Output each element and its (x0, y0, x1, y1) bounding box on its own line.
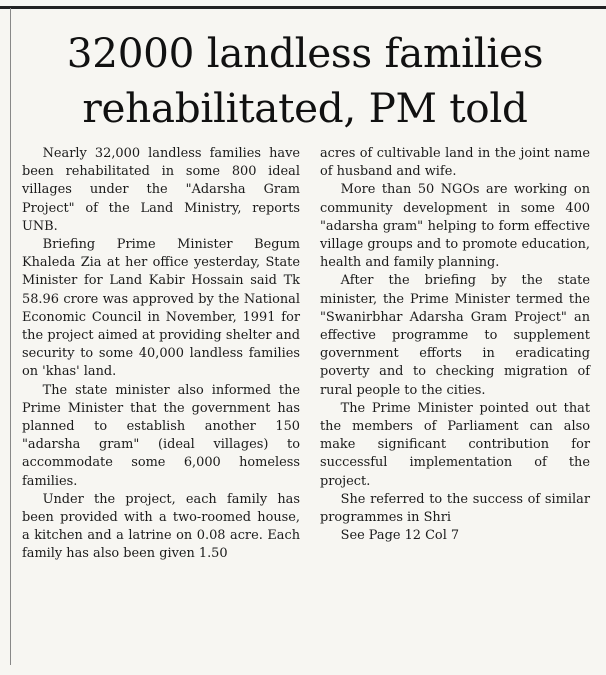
right-column (320, 145, 590, 545)
paragraph-4: Under the project, each family has been provided with a two-roomed house, a kitchen and a latrine on 0.08 acre. Each family has also been given 1.50 (22, 491, 300, 562)
headline (10, 26, 600, 136)
paragraph-2: Briefing Prime Minister Begum Khaleda Zia at her office yesterday, State Minister for Land Kabir Hossain said Tk 58.96 crore was approved by the National Economic Council in November, 1991 for the project aimed at providing shelter and security to some 40,000 landless families on 'khas' land. (22, 237, 300, 380)
paragraph-1: Nearly 32,000 landless families have been rehabilitated in some 800 ideal villages under the "Adarsha Gram Project" of the Land Ministry, reports UNB. (22, 146, 300, 234)
paragraph-9: She referred to the success of similar programmes in Shri (320, 491, 590, 526)
paragraph-8: The Prime Minister pointed out that the members of Parliament can also make significant contribution for successful implementation of the project. (320, 400, 590, 489)
continuation-reference: See Page 12 Col 7 (340, 528, 460, 544)
paragraph-6: More than 50 NGOs are working on community development in some 400 "adarsha gram" helping to form effective village groups and to promote education, health and family planning. (320, 182, 590, 271)
headline-line-1: 32000 landless families (66, 29, 544, 77)
paragraph-5: acres of cultivable land in the joint name of husband and wife. (320, 146, 590, 180)
paragraph-7: After the briefing by the state minister, the Prime Minister termed the "Swanirbhar Adarsha Gram Project" an effective programme to supplement government efforts in eradicating poverty and to checking migration of rural people to the cities. (320, 273, 590, 398)
top-border-rule (0, 6, 606, 9)
left-column (22, 145, 300, 564)
paragraph-3: The state minister also informed the Prime Minister that the government has planned to establish another 150 "adarsha gram" (ideal villages) to accommodate some 6,000 homeless families. (22, 382, 300, 489)
headline-line-2: rehabilitated, PM told (82, 84, 528, 132)
